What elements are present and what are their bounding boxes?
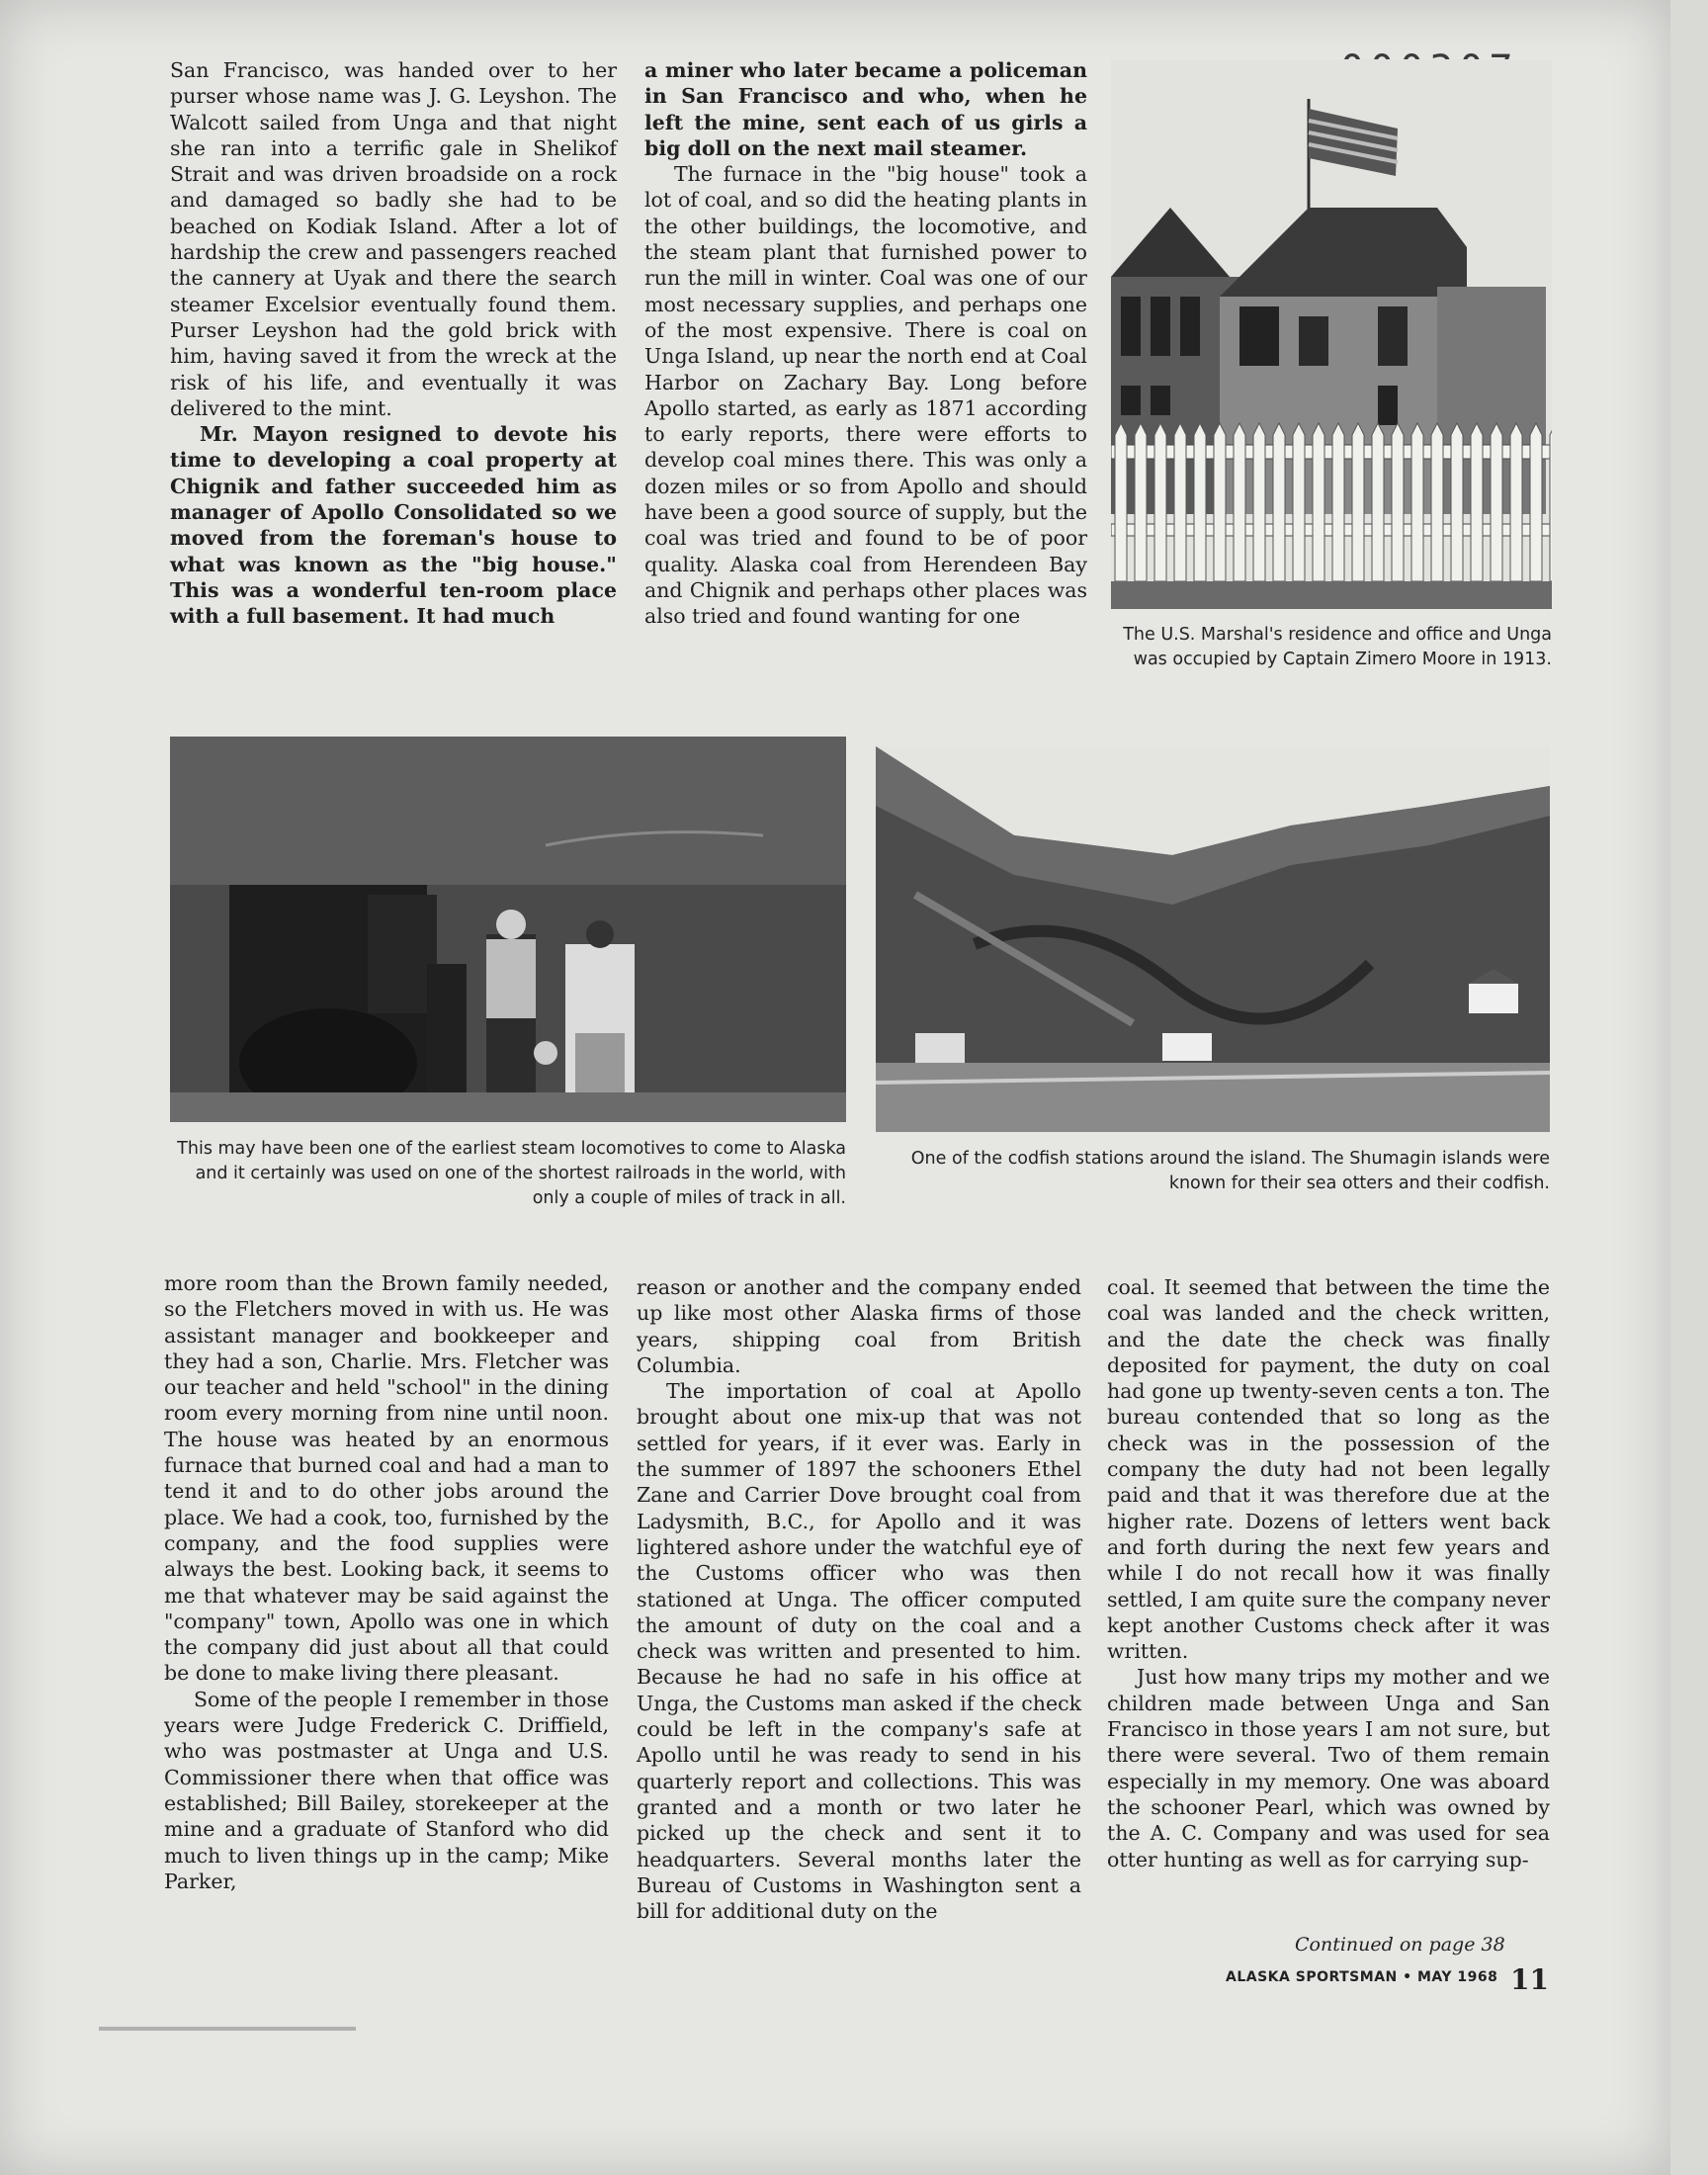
- fence-picket: [1411, 423, 1423, 581]
- top-column-1: [170, 57, 617, 630]
- fence-picket: [1530, 423, 1542, 581]
- fence-picket: [1253, 423, 1265, 581]
- paragraph: The importation of coal at Apollo brought about one mix-up that was not settled for years, if it ever was. Early in the summer of 1897 the schooners Ethel Zane and Carrier Dove brought coal from Ladysmith, B.C., for Apollo and it was lightered ashore under the watchful eye of the Customs officer who was then stationed at Unga. The officer computed the amount of duty on the coal and a check was written and presented to him. Because he had no safe in his office at Unga, the Customs man asked if the check could be left in the company's safe at Apollo until he was ready to send in his quarterly report and collections. This was granted and a month or two later he picked up the check and sent it to headquarters. Several months later the Bureau of Customs in Washington sent a bill for additional duty on the: [637, 1379, 1081, 1924]
- decorative-rule: [99, 2027, 356, 2031]
- fence-picket: [1471, 423, 1483, 581]
- page-number: 11: [1510, 1963, 1549, 1996]
- paragraph: Mr. Mayon resigned to devote his time to developing a coal property at Chignik and father succeeded him as manager of Apollo Consolidated so we moved from the foreman's house to what was known as the "big house." This was a wonderful ten-room place with a full basement. It had much: [170, 422, 617, 629]
- codfish-photo-caption: One of the codfish stations around the island. The Shumagin islands were known for their sea otters and their codfish.: [910, 1149, 1550, 1193]
- bottom-column-1: [164, 1270, 609, 1894]
- magazine-footer: ALASKA SPORTSMAN • MAY 1968: [1226, 1969, 1498, 1985]
- house-illustration: [1111, 59, 1552, 609]
- top-column-2: [644, 57, 1087, 630]
- paragraph: The furnace in the "big house" took a lot of coal, and so did the heating plants in the other buildings, the locomotive, and the steam plant that furnished power to run the mill in winter. Coal was one of our most necessary supplies, and perhaps one of the most expensive. There is coal on Unga Island, up near the north end at Coal Harbor on Zachary Bay. Long before Apollo started, as early as 1871 according to early reports, there were efforts to develop coal mines there. This was only a dozen miles or so from Apollo and should have been a good source of supply, but the coal was tried and found to be of poor quality. Alaska coal from Herendeen Bay and Chignik and perhaps other places was also tried and found wanting for one: [644, 162, 1087, 629]
- fence-picket: [1431, 423, 1443, 581]
- fence-picket: [1550, 423, 1552, 581]
- fence-picket: [1154, 423, 1166, 581]
- fence-picket: [1332, 423, 1344, 581]
- fence-picket: [1293, 423, 1305, 581]
- fence-picket: [1273, 423, 1285, 581]
- fence-picket: [1313, 423, 1324, 581]
- fence-picket: [1115, 423, 1127, 581]
- fence-picket: [1451, 423, 1463, 581]
- fence-picket: [1392, 423, 1404, 581]
- fence-picket: [1194, 423, 1206, 581]
- marshal-photo-caption: The U.S. Marshal's residence and office and Unga was occupied by Captain Zimero Moore in 1913.: [1123, 625, 1552, 669]
- fence-picket: [1510, 423, 1522, 581]
- paragraph: more room than the Brown family needed, so the Fletchers moved in with us. He was assistant manager and bookkeeper and they had a son, Charlie. Mrs. Fletcher was our teacher and held "school" in the dining room every morning from nine until noon. The house was heated by an enormous furnace that burned coal and had a man to tend it and to do other jobs around the place. We had a cook, too, furnished by the company, and the food supplies were always the best. Looking back, it seems to me that whatever may be said against the "company" town, Apollo was one in which the company did just about all that could be done to make living there pleasant.: [164, 1271, 609, 1686]
- fence-picket: [1135, 423, 1147, 581]
- marshal-residence-photo: [1111, 59, 1552, 609]
- fence-picket: [1214, 423, 1226, 581]
- codfish-station-illustration: [876, 746, 1550, 1132]
- continued-note: Continued on page 38: [1295, 1934, 1505, 1956]
- paragraph: reason or another and the company ended up like most other Alaska firms of those years, shipping coal from British Columbia.: [637, 1275, 1081, 1377]
- paragraph: coal. It seemed that between the time the coal was landed and the check written, and the date the check was finally deposited for payment, the duty on coal had gone up twenty-seven cents a ton. The bureau contended that so long as the check was in the possession of the company the duty had not been legally paid and that it was therefore due at the higher rate. Dozens of letters went back and forth during the next few years and while I do not recall how it was finally settled, I am quite sure the company never kept another Customs check after it was written.: [1107, 1275, 1550, 1664]
- bottom-column-2: [637, 1274, 1081, 1924]
- paragraph: Just how many trips my mother and we children made between Unga and San Francisco in those years I am not sure, but there were several. Two of them remain especially in my memory. One was aboard the schooner Pearl, which was owned by the A. C. Company and was used for sea otter hunting as well as for carrying sup-: [1107, 1665, 1550, 1871]
- locomotive-illustration: [170, 737, 846, 1122]
- paragraph: a miner who later became a policeman in San Francisco and who, when he left the mine, sent each of us girls a big doll on the next mail steamer.: [644, 58, 1087, 160]
- locomotive-photo-caption: This may have been one of the earliest steam locomotives to come to Alaska and it certainly was used on one of the shortest railroads in the world, with only a couple of miles of track in all.: [177, 1139, 846, 1208]
- fence-picket: [1234, 423, 1245, 581]
- bottom-column-3: [1107, 1274, 1550, 1872]
- fence-picket: [1174, 423, 1186, 581]
- fence-picket: [1372, 423, 1384, 581]
- fence-picket: [1491, 423, 1502, 581]
- paragraph: Some of the people I remember in those years were Judge Frederick C. Driffield, who was postmaster at Unga and U.S. Commissioner there when that office was established; Bill Bailey, storekeeper at the mine and a graduate of Stanford who did much to liven things up in the camp; Mike Parker,: [164, 1687, 609, 1893]
- codfish-station-photo: [876, 746, 1550, 1132]
- paragraph: San Francisco, was handed over to her purser whose name was J. G. Leyshon. The Walcott sailed from Unga and that night she ran into a terrific gale in Shelikof Strait and was driven broadside on a rock and damaged so badly she had to be beached on Kodiak Island. After a lot of hardship the crew and passengers reached the cannery at Uyak and there the search steamer Excelsior eventually found them. Purser Leyshon had the gold brick with him, having saved it from the wreck at the risk of his life, and eventually it was delivered to the mint.: [170, 58, 617, 420]
- locomotive-photo: [170, 737, 846, 1122]
- fence-picket: [1352, 423, 1364, 581]
